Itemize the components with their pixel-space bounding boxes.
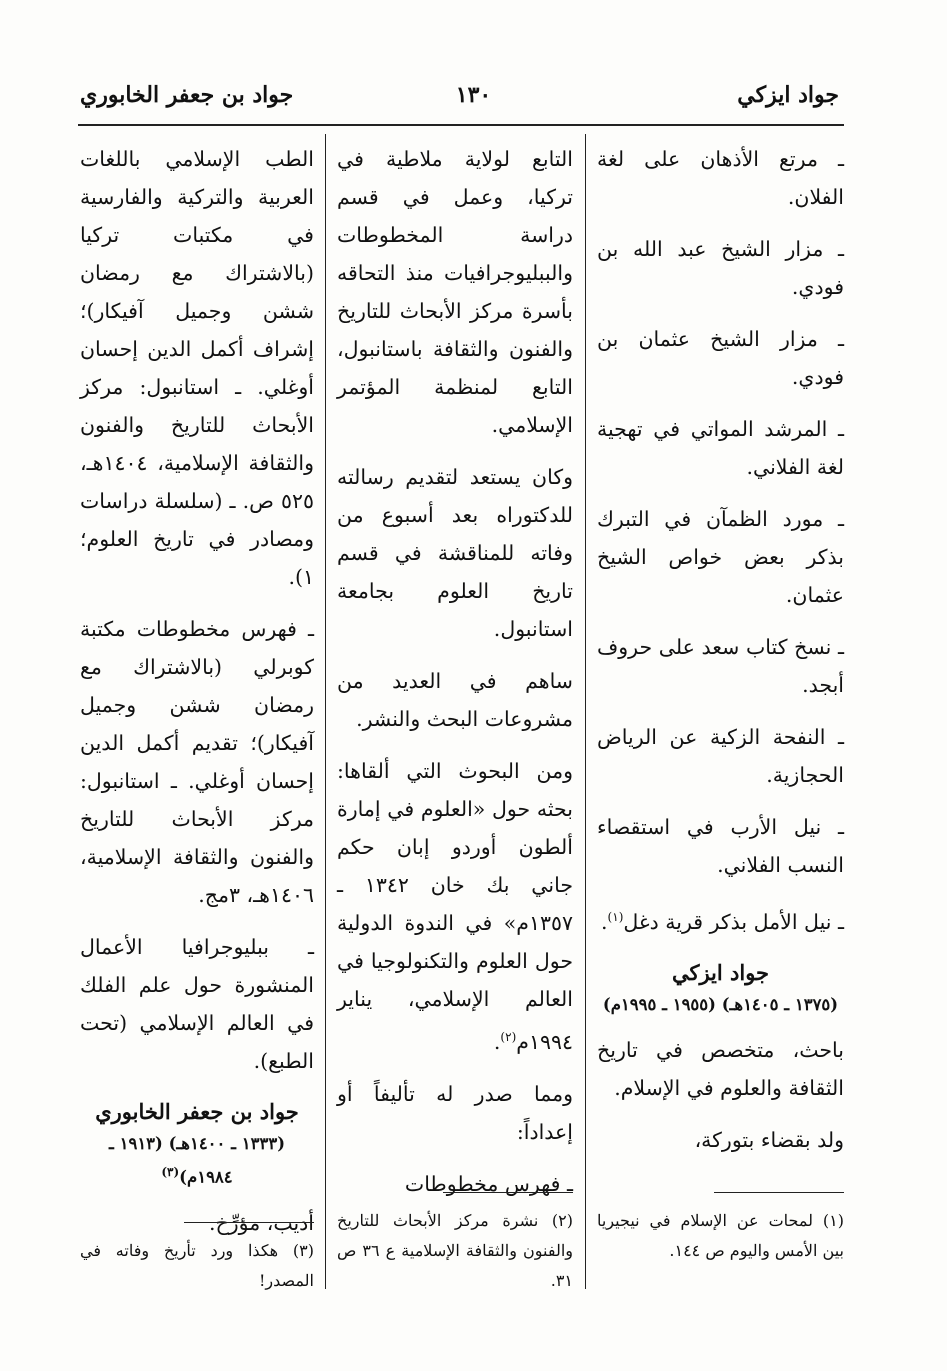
paragraph: وكان يستعد لتقديم رسالته للدكتوراه بعد أسبوع من وفاته للمناقشة في قسم تاريخ العلوم بجامعة استانبول. — [337, 465, 573, 641]
footnote: (١) لمحات عن الإسلام في نيجيريا بين الأمس واليوم ص ١٤٤. — [597, 1211, 844, 1260]
column-divider-left — [325, 134, 326, 1289]
entry-dates — [80, 1130, 314, 1192]
paragraph: التابع لولاية ملاطية في تركيا، وعمل في قسم دراسة المخطوطات والببليوجرافيات منذ التحاقه بأسرة مركز الأبحاث للتاريخ والفنون والثقافة باستانبول، التابع لمنظمة المؤتمر الإسلامي. — [337, 147, 573, 437]
page-number: ١٣٠ — [455, 82, 492, 108]
paragraph: ـ ببليوجرافيا الأعمال المنشورة حول علم الفلك في العالم الإسلامي (تحت الطبع). — [80, 935, 314, 1073]
footnote: (٣) هكذا ورد تأريخ وفاته في المصدر! — [80, 1241, 314, 1290]
paragraph: الطب الإسلامي باللغات العربية والتركية والفارسية في مكتبات تركيا (بالاشتراك مع رمضان ششن وجميل آفيكار)؛ إشراف أكمل الدين إحسان أوغلي. ـ استانبول: مركز الأبحاث للتاريخ والفنون والثقافة الإسلامية، ١٤٠٤هـ، ٥٢٥ ص. ـ (سلسلة دراسات ومصادر في تاريخ العلوم؛ ١). — [80, 147, 314, 589]
list-item: ـ نيل الأرب في استقصاء النسب الفلاني. — [597, 815, 844, 877]
footnote-ref: (١) — [607, 910, 624, 924]
entry-dates: (١٣٧٥ ـ ١٤٠٥هـ) (١٩٥٥ ـ ١٩٩٥م) — [602, 994, 839, 1014]
paragraph: ـ فهرس مخطوطات مكتبة كوبرلي (بالاشتراك مع رمضان ششن وجميل آفيكار)؛ تقديم أكمل الدين إحسان أوغلي. ـ استانبول: مركز الأبحاث للتاريخ والفنون والثقافة الإسلامية، ١٤٠٦هـ، ٣مج. — [80, 617, 314, 907]
header-rule — [78, 124, 844, 126]
list-item: ـ مزار الشيخ عبد الله بن فودي. — [597, 237, 844, 299]
footnote-rule — [714, 1192, 844, 1193]
entry-dates-text: (١٣٣٣ ـ ١٤٠٠هـ) (١٩١٣ ـ ١٩٨٤م) — [109, 1134, 285, 1187]
list-item: ـ نيل الأمل بذكر قرية دغل$^{(١)}$. — [601, 909, 844, 934]
running-head-right: جواد ايزكي — [737, 82, 839, 108]
list-item: ـ مرتع الأذهان على لغة الفلان. — [597, 147, 844, 209]
column-left — [80, 140, 314, 1256]
footnote-ref: (٣) — [161, 1165, 180, 1179]
entry-heading: جواد بن جعفر الخابوري — [95, 1099, 299, 1124]
paragraph: ولد بقضاء بتوركة، — [694, 1127, 844, 1152]
paragraph: ـ فهرس مخطوطات — [404, 1171, 573, 1196]
paragraph: أديب، مؤرِّخ. — [208, 1210, 314, 1235]
footnote-rule — [443, 1192, 573, 1193]
footnote-rule — [184, 1222, 314, 1223]
list-item-text: ـ نيل الأمل بذكر قرية دغل — [623, 909, 844, 934]
footnote-ref: (٢) — [500, 1030, 517, 1044]
paragraph-text: ومن البحوث التي ألقاها: بحثه حول «العلوم في إمارة ألطون أوردو إبان حكم جاني بك خان ١٣٤٢ ـ ١٣٥٧م» في الندوة الدولية حول العلوم والتكنولوجيا في العالم الإسلامي، يناير ١٩٩٤م — [337, 759, 573, 1054]
paragraph: ومما صدر له تأليفاً أو إعداداً: — [337, 1081, 573, 1144]
running-head-left: جواد بن جعفر الخابوري — [80, 82, 294, 108]
list-item: ـ نسخ كتاب سعد على حروف أبجد. — [597, 635, 844, 697]
list-item: ـ مزار الشيخ عثمان بن فودي. — [597, 327, 844, 389]
list-item: ـ المرشد المواتي في تهجية لغة الفلاني. — [597, 417, 844, 479]
column-middle — [337, 140, 573, 1217]
paragraph: باحث، متخصص في تاريخ الثقافة والعلوم في الإسلام. — [597, 1037, 844, 1100]
paragraph: ساهم في العديد من مشروعات البحث والنشر. — [337, 669, 573, 731]
column-right — [597, 140, 844, 1173]
paragraph: ومن البحوث التي ألقاها: بحثه حول «العلوم في إمارة ألطون أوردو إبان حكم جاني بك خان ١٣٤٢ ـ ١٣٥٧م» في الندوة الدولية حول العلوم والتكنولوجيا في العالم الإسلامي، يناير ١٩٩٤م$^{(٢)}$. — [337, 759, 573, 1054]
entry-heading: جواد ايزكي — [671, 959, 770, 985]
list-item: ـ مورد الظمآن في التبرك بذكر بعض خواص الشيخ عثمان. — [597, 507, 844, 607]
footnote: (٢) نشرة مركز الأبحاث للتاريخ والفنون والثقافة الإسلامية ع ٣٦ ص ٣١. — [337, 1211, 573, 1290]
column-divider-right — [585, 134, 586, 1289]
list-item: ـ النفحة الزكية عن الرياض الحجازية. — [597, 725, 844, 787]
